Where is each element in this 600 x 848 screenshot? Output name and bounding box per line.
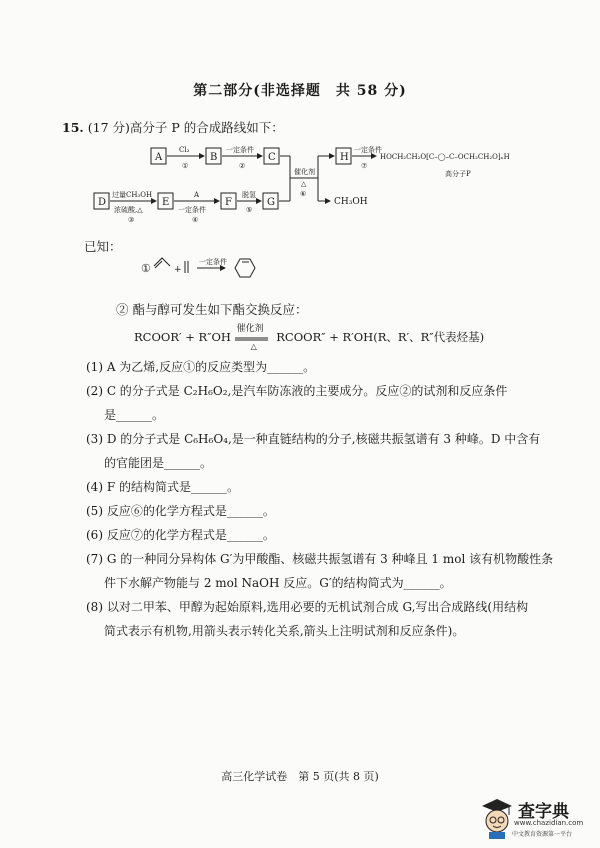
arrow-de-number: ③ [128, 216, 135, 224]
catalyst-label: 催化剂 [294, 168, 315, 176]
mascot-logo-icon [478, 796, 516, 840]
ester-exchange-equation [134, 324, 485, 351]
box-G-label: G [267, 197, 275, 208]
box-B-label: B [210, 152, 218, 163]
known-label: 已知： [84, 239, 122, 254]
polymer-label: 高分子P [445, 170, 471, 178]
arrow-hp-condition: 一定条件 [354, 146, 382, 154]
arrow-bc-number: ② [239, 162, 246, 170]
box-C-label: C [268, 152, 276, 163]
catalyst-number: ⑥ [300, 190, 307, 198]
subquestion-7-line2: 件下水解产物能与 2 mol NaOH 反应。G′的结构简式为______。 [104, 576, 452, 590]
arrow-ef-condition: 一定条件 [178, 206, 206, 214]
butadiene-icon [154, 258, 170, 266]
known1-condition: 一定条件 [199, 258, 227, 266]
catalyst-delta: △ [301, 180, 307, 188]
polymer-formula: HOCH₂CH₂O[C–◯–C–OCH₂CH₂O]ₙH [380, 153, 510, 161]
equation-right: RCOOR″ + R′OH(R、R′、R″代表烃基) [276, 330, 485, 344]
arrow-ef-number: ④ [192, 216, 199, 224]
box-A-label: A [155, 152, 163, 163]
arrow-ab-reagent: Cl₂ [179, 146, 190, 154]
section-title: 第二部分(非选择题 共 58 分) [193, 83, 407, 99]
known2-text: ② 酯与醇可发生如下酯交换反应： [116, 302, 308, 317]
subquestion-1: (1) A 为乙烯,反应①的反应类型为______。 [86, 360, 316, 374]
page-footer: 高三化学试卷 第 5 页(共 8 页) [221, 770, 379, 783]
arrow-de-reagent: 过量CH₃OH [112, 191, 153, 199]
plus-sign: + [174, 265, 182, 275]
subquestion-4: (4) F 的结构简式是______。 [86, 480, 239, 494]
watermark-name: 查字典 [518, 802, 569, 822]
arrow-de-condition: 浓硫酸,△ [114, 206, 143, 214]
box-D-label: D [98, 197, 107, 208]
equation-arrow [235, 324, 273, 351]
arrow-bc-condition: 一定条件 [226, 146, 254, 154]
question-number: 15. [62, 120, 84, 135]
equation-catalyst: 催化剂 [236, 324, 264, 334]
arrow-ef-reagent: A [194, 191, 200, 199]
arrow-fg-number: ⑤ [246, 206, 253, 214]
subquestion-8-line1: (8) 以对二甲苯、甲醇为起始原料,选用必要的无机试剂合成 G,写出合成路线(用结构 [86, 600, 529, 614]
subquestion-3-line2: 的官能团是______。 [104, 456, 213, 470]
arrow-hp-number: ⑦ [361, 162, 368, 170]
equation-left: RCOOR′ + R″OH [134, 330, 231, 344]
box-F-label: F [225, 197, 232, 208]
byproduct-methanol: CH₃OH [334, 197, 368, 207]
subquestion-7-line1: (7) G 的一种同分异构体 G′为甲酸酯、核磁共振氢谱有 3 种峰且 1 mol 该有机物酸性条 [86, 552, 554, 566]
subquestion-2-line1: (2) C 的分子式是 C₂H₆O₂,是汽车防冻液的主要成分。反应②的试剂和反应条件 [86, 384, 508, 398]
box-E-label: E [162, 197, 170, 208]
subquestion-6: (6) 反应⑦的化学方程式是______。 [86, 528, 275, 542]
watermark-slogan: 中文教育资源第一平台 [512, 831, 573, 838]
equation-delta: △ [250, 342, 257, 351]
question-intro: (17 分)高分子 P 的合成路线如下： [87, 120, 284, 135]
subquestion-5: (5) 反应⑥的化学方程式是______。 [86, 504, 275, 518]
arrow-fg-reagent: 脱氢 [242, 191, 256, 199]
watermark-url: www.chazidian.com [514, 819, 584, 827]
subquestion-2-line2: 是______。 [104, 408, 165, 422]
box-H-label: H [340, 152, 349, 163]
known1-number: ① [141, 262, 151, 275]
subquestion-8-line2: 简式表示有机物,用箭头表示转化关系,箭头上注明试剂和反应条件)。 [104, 624, 465, 638]
arrow-ab-number: ① [182, 162, 189, 170]
subquestion-3-line1: (3) D 的分子式是 C₆H₆O₄,是一种直链结构的分子,核磁共振氢谱有 3 种峰。D 中含有 [86, 432, 541, 446]
